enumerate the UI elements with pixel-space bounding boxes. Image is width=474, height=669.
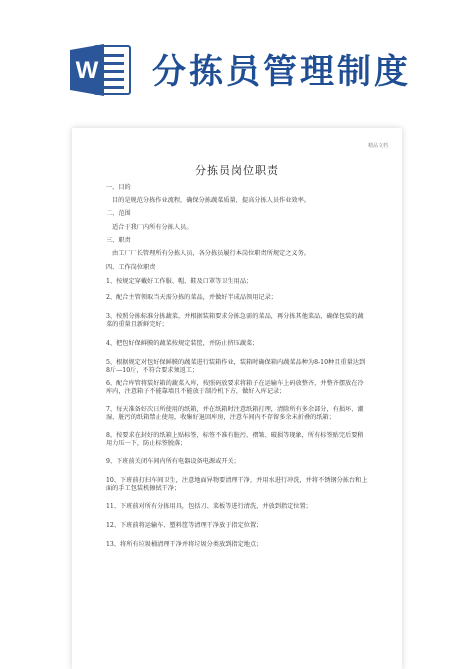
word-icon — [70, 42, 132, 98]
banner-title: 分拣员管理制度 — [152, 52, 411, 92]
document-title: 分拣员岗位职责 — [195, 164, 279, 177]
list-item: 13、将所有垃圾桶清理干净并将垃圾分类放到指定地点； — [106, 541, 263, 548]
banner — [0, 0, 474, 122]
list-item: 7、每天准备好次日所使用的纸箱，并在纸箱时注意纸箱打理，清除所有多余部分，有损坏、潮湿、脏污的纸箱禁止使用，收集好退回库房，注意车间内不存留多余未折叠的纸箱； — [106, 406, 364, 421]
list-item: 9、下班前关闭车间内所有电器设备电源或开关； — [106, 458, 240, 465]
body-line: 由工厂厂长管理所有分拣人员，各分拣员履行本岗位职责所规定之义务。 — [112, 250, 310, 257]
corner-tag: 精品文档 — [367, 143, 388, 149]
list-item: 10、下班前打扫车间卫生，注意地面异物要清理干净，并用水进行冲洗，并将不锈钢分拣台和上面的手工包装机擦拭干净； — [106, 477, 368, 492]
list-item: 11、下班前对所有分拣用具，包括刀、菜板等进行清洗，并放到指定位置； — [106, 503, 312, 510]
list-item: 6、配合库管将装好箱的蔬菜入库，按照码放要求将箱子在运输车上码放整齐，并整齐摆放在冷库内，注意箱子不能靠墙且不能放于制冷机下方，做好入库记录； — [106, 380, 364, 395]
list-item: 8、按要求在封好的纸箱上贴标签，标签不准有脏污、褶皱、破损等现象，所有标签贴完后要稍用力压一下，防止标签脱落； — [106, 432, 364, 447]
heading-duties: 三、职责 — [106, 237, 131, 244]
svg-text:W: W — [75, 57, 99, 84]
body-line: 目的是规范分拣作业流程，确保分拣蔬菜质量，提高分拣人员作业效率。 — [112, 197, 310, 204]
list-item: 2、配合主管领取当天需分拣的菜品，并做好半成品领用记录； — [106, 294, 277, 301]
list-item: 5、根据规定对包好保鲜膜的蔬菜进行装箱作业，装箱时确保箱内蔬菜品种为8-10种且重量达到8斤—10斤，不符合要求须返工； — [106, 359, 366, 374]
list-item: 1、按规定穿戴好工作服、帽、鞋及口罩等卫生用品； — [106, 278, 253, 285]
heading-scope: 二、范围 — [106, 210, 131, 217]
list-item: 12、下班前将运输车、塑料筐等清理干净放于指定位置； — [106, 522, 263, 529]
heading-purpose: 一、目的 — [106, 184, 131, 191]
document-page — [72, 128, 402, 669]
heading-job-duties: 四、工作岗位职责 — [106, 264, 156, 271]
list-item: 4、把包好保鲜膜的蔬菜按规定装筐，并防止挤压蔬菜； — [106, 340, 259, 347]
body-line: 适合于我厂内所有分拣人员。 — [112, 224, 193, 231]
list-item: 3、按照分拣标准分拣蔬菜，并根据装箱要求分拣急需的菜品，再分拣其他菜品，确保包装的蔬菜的重量且新鲜完好； — [106, 313, 364, 328]
